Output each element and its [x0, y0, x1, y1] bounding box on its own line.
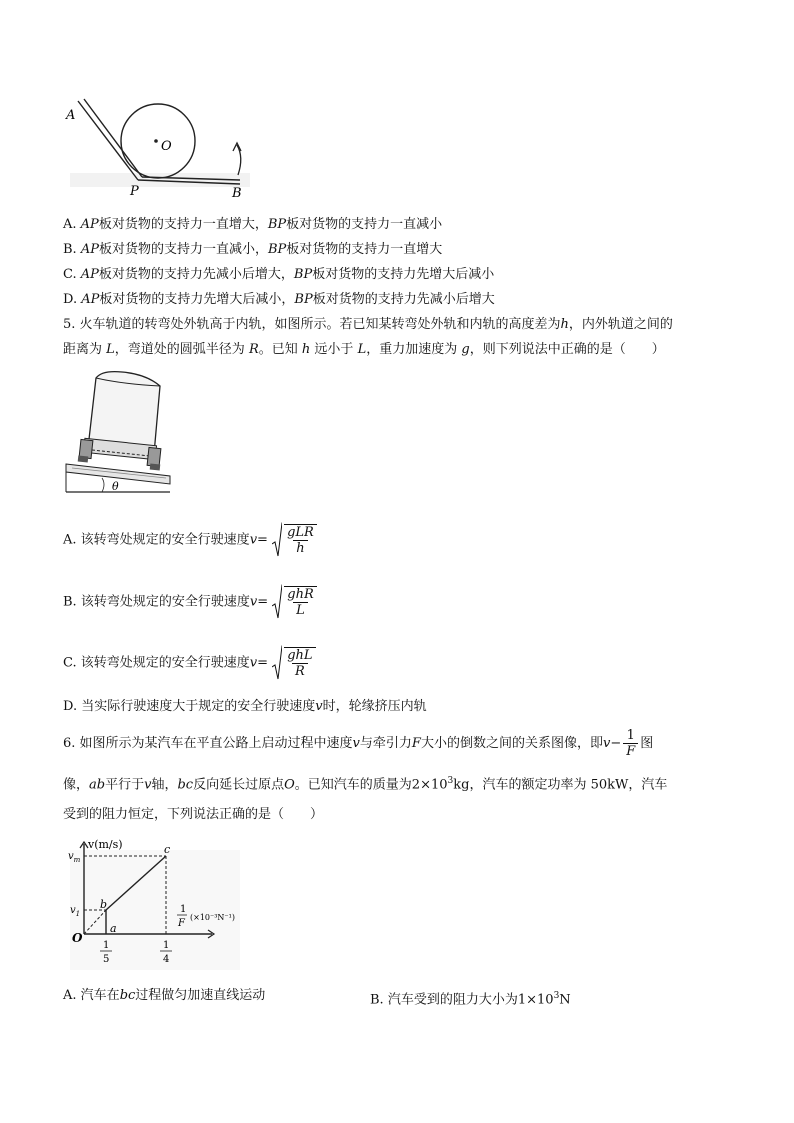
q5-option-b [63, 584, 319, 620]
force-value: 1×10 [517, 992, 554, 1008]
var-v: v [249, 532, 258, 548]
var-v: v [352, 736, 360, 751]
point-c-label: c [164, 843, 171, 856]
stem-text: 5. 火车轨道的转弯处外轨高于内轨，如图所示。若已知某转弯处外轨和内轨的高度差为 [63, 317, 561, 332]
stem-text: 。已知汽车的质量为 [294, 777, 412, 793]
segment-ap: AP [81, 292, 100, 307]
q5-train-figure [62, 368, 174, 498]
var-v: v [315, 699, 323, 714]
q4-label-a: A [66, 108, 76, 123]
option-text: 该转弯处规定的安全行驶速度 [80, 655, 250, 671]
fraction-numerator: ghL [287, 648, 313, 663]
force-unit: N [559, 992, 571, 1008]
var-v: v [249, 655, 258, 671]
q4-label-o: O [161, 139, 172, 154]
x-axis-num: 1 [180, 904, 187, 915]
q6-option-a [63, 987, 265, 1005]
segment-bp: BP [267, 217, 287, 232]
option-text: 时，轮缘挤压内轨 [322, 699, 427, 714]
stem-text: ，弯道处的圆弧半径为 [114, 342, 245, 357]
option-text: 该转弯处规定的安全行驶速度 [80, 594, 250, 610]
option-text: 板对货物的支持力一直增大， [98, 217, 268, 232]
q5-theta-label: θ [112, 480, 119, 493]
var-l: L [106, 342, 115, 357]
x-axis-den: F [178, 918, 185, 929]
stem-text: 6. 如图所示为某汽车在平直公路上启动过程中速度 [63, 736, 353, 751]
fraction-denominator: h [293, 540, 307, 556]
option-text: 当实际行驶速度大于规定的安全行驶速度 [81, 699, 316, 714]
option-key: A. [63, 988, 77, 1003]
fraction-denominator: L [293, 602, 308, 618]
q6-graph [62, 836, 262, 970]
q4-option-a [63, 216, 442, 234]
tick-2-den: 4 [163, 954, 170, 965]
equals-sign: = [257, 655, 269, 671]
option-key: A. [63, 532, 77, 548]
q5-stem-line1 [63, 316, 673, 334]
option-key: B. [63, 242, 77, 257]
stem-text: 。已知 [258, 342, 298, 357]
mass-value: 2×10 [411, 777, 448, 793]
segment-ab: ab [89, 777, 106, 793]
var-g: g [461, 342, 470, 357]
fraction-1-over-f [623, 728, 638, 759]
equals-sign: = [257, 532, 268, 548]
sqrt-expression [272, 584, 318, 620]
stem-text: 反向延长过原点 [193, 777, 285, 793]
fraction-numerator: gLR [287, 525, 314, 540]
option-key: B. [63, 594, 77, 610]
option-text: 板对货物的支持力先减小后增大 [312, 292, 495, 307]
var-v: v [602, 736, 611, 751]
point-o: O [284, 777, 295, 793]
var-f: F [411, 736, 421, 751]
q5-option-a [63, 522, 319, 558]
fraction-numerator: 1 [626, 728, 635, 743]
mass-unit: kg [453, 777, 470, 793]
q4-option-c [63, 266, 494, 284]
q5-option-c [63, 645, 318, 681]
vm-label: $v_m$ [68, 851, 81, 864]
stem-text: ，汽车的额定功率为 50kW，汽车 [469, 777, 668, 793]
sqrt-sign-icon [272, 584, 282, 620]
var-v: v [249, 594, 258, 610]
segment-bp: BP [293, 267, 313, 282]
stem-text: 像， [63, 777, 90, 793]
option-text: 过程做匀加速直线运动 [135, 988, 266, 1003]
stem-text: 距离为 [63, 342, 103, 357]
option-text: 板对货物的支持力一直减小 [286, 217, 443, 232]
q6-option-b [370, 987, 571, 1009]
option-text: 板对货物的支持力一直增大 [286, 242, 443, 257]
q5-option-d [63, 698, 427, 716]
q4-label-p: P [130, 184, 139, 199]
segment-ap: AP [80, 267, 99, 282]
segment-bc: bc [119, 988, 136, 1003]
q6-stem-line3 [63, 806, 323, 824]
stem-text: 图 [640, 736, 654, 751]
stem-text: 远小于 [314, 342, 354, 357]
q4-figure [60, 95, 260, 205]
tick-2-num: 1 [163, 940, 170, 951]
sqrt-expression [272, 645, 317, 681]
segment-ap: AP [80, 242, 99, 257]
stem-text: 与牵引力 [359, 736, 412, 751]
q6-stem-line2 [63, 772, 667, 794]
point-b-label: b [100, 898, 108, 911]
var-l: L [357, 342, 367, 357]
segment-bc: bc [177, 777, 194, 793]
stem-text: 受到的阻力恒定，下列说法正确的是（ ） [63, 807, 324, 822]
option-text: 汽车在 [80, 988, 120, 1003]
stem-text: ，重力加速度为 [366, 342, 458, 357]
x-axis-unit: (×10⁻³N⁻¹) [190, 913, 235, 922]
q4-option-d [63, 291, 495, 309]
var-h: h [301, 342, 311, 357]
option-text: 板对货物的支持力先增大后减小 [312, 267, 495, 282]
q6-stem-line1 [63, 725, 653, 763]
segment-bp: BP [294, 292, 313, 307]
sqrt-sign-icon [272, 645, 282, 681]
minus-sign: − [610, 736, 622, 751]
sqrt-expression [272, 522, 319, 558]
stem-text: 轴， [151, 777, 178, 793]
fraction-numerator: ghR [287, 587, 314, 602]
stem-text: 大小的倒数之间的关系图像，即 [420, 736, 603, 751]
option-text: 板对货物的支持力先增大后减小， [99, 292, 295, 307]
var-r: R [248, 342, 259, 357]
var-h: h [560, 317, 569, 332]
stem-text: ，则下列说法中正确的是（ ） [469, 342, 665, 357]
origin-label: O [72, 931, 83, 945]
mass-exponent: 3 [447, 776, 454, 786]
equals-sign: = [257, 594, 269, 610]
q5-stem-line2 [63, 341, 665, 359]
point-a-label: a [110, 922, 117, 935]
fraction-denominator: F [623, 743, 638, 759]
q4-option-b [63, 241, 442, 259]
var-v: v [144, 777, 152, 793]
option-key: A. [63, 217, 77, 232]
option-text: 汽车受到的阻力大小为 [387, 992, 518, 1008]
segment-ap: AP [80, 217, 99, 232]
sqrt-sign-icon [272, 522, 282, 558]
stem-text: ，内外轨道之间的 [568, 317, 673, 332]
option-key: C. [63, 655, 77, 671]
tick-1-den: 5 [103, 954, 110, 965]
segment-bp: BP [267, 242, 287, 257]
option-key: C. [63, 267, 77, 282]
v1-label: $v_1$ [70, 905, 81, 918]
force-exponent: 3 [553, 991, 560, 1001]
y-axis-label: v(m/s) [88, 838, 123, 851]
option-text: 板对货物的支持力一直减小， [98, 242, 268, 257]
tick-1-num: 1 [103, 940, 110, 951]
q4-label-b: B [232, 186, 242, 201]
option-text: 该转弯处规定的安全行驶速度 [80, 532, 250, 548]
stem-text: 平行于 [105, 777, 145, 793]
option-key: D. [63, 292, 78, 307]
fraction-denominator: R [292, 663, 308, 679]
option-key: D. [63, 699, 78, 714]
option-text: 板对货物的支持力先减小后增大， [98, 267, 294, 282]
option-key: B. [370, 992, 384, 1008]
